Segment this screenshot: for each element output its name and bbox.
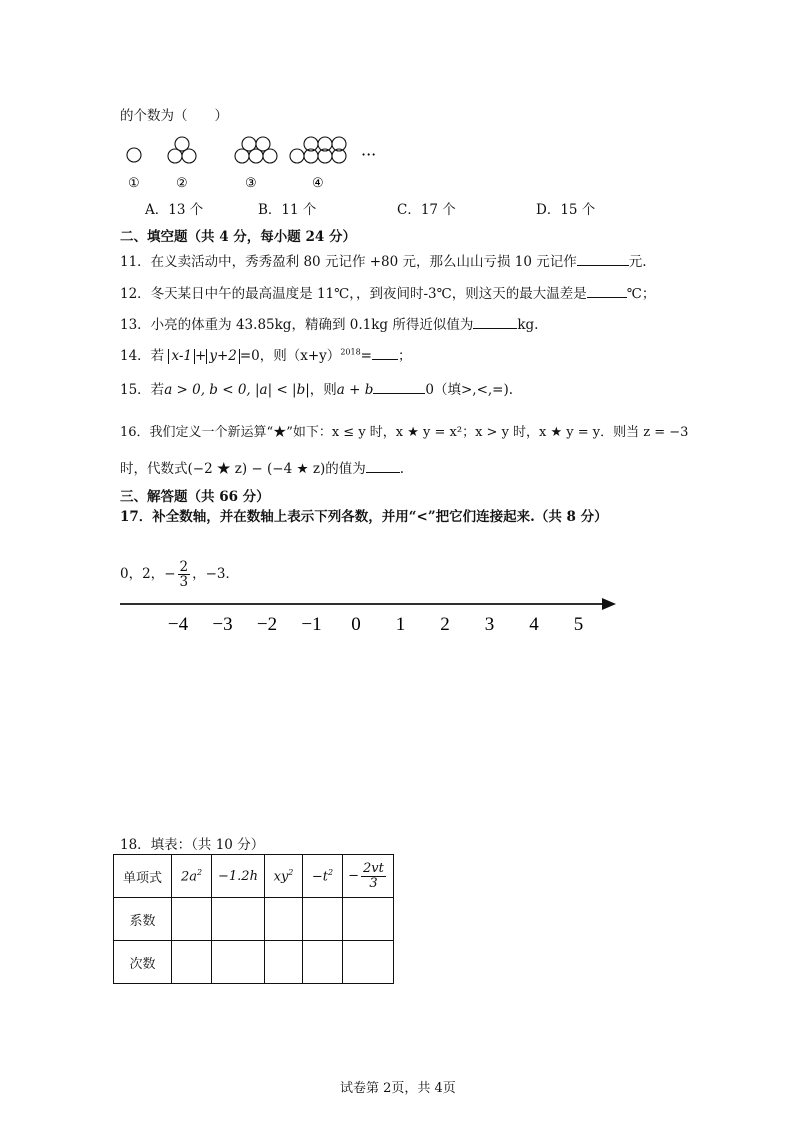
q15-mid: ，则 bbox=[309, 382, 337, 398]
answer-cell[interactable] bbox=[212, 941, 265, 984]
q13-blank[interactable] bbox=[473, 314, 517, 329]
page-footer: 试卷第 2页，共 4页 bbox=[340, 1081, 456, 1096]
q16-blank[interactable] bbox=[366, 458, 400, 473]
number-line bbox=[110, 592, 630, 640]
number-line-arrow bbox=[602, 598, 616, 610]
row-label: 系数 bbox=[114, 898, 172, 941]
q14 bbox=[120, 344, 411, 364]
answer-cell[interactable] bbox=[172, 941, 212, 984]
q17-neg: − bbox=[164, 566, 176, 583]
q18-title: 18．填表：（共 10 分） bbox=[120, 837, 265, 853]
q15-end: 0（填>,<,=). bbox=[425, 382, 514, 398]
q17-frac-num: 2 bbox=[179, 559, 189, 575]
q15 bbox=[120, 378, 513, 398]
header-cell: $2a^2$ bbox=[172, 855, 212, 898]
tick-label: 1 bbox=[395, 614, 406, 635]
q13 bbox=[120, 313, 538, 333]
q14-prefix: 14．若 bbox=[120, 348, 165, 364]
q16-line2 bbox=[120, 457, 404, 477]
header-cell: $-t^2$ bbox=[303, 855, 343, 898]
answer-cell[interactable] bbox=[212, 898, 265, 941]
table-row-header bbox=[114, 855, 394, 898]
q15-blank[interactable] bbox=[373, 379, 425, 394]
answer-cell[interactable] bbox=[265, 898, 303, 941]
answer-cell[interactable] bbox=[172, 898, 212, 941]
tick-label: −2 bbox=[256, 614, 278, 635]
circle-figures bbox=[115, 132, 405, 192]
q14-end: ； bbox=[397, 348, 412, 364]
answer-cell[interactable] bbox=[303, 941, 343, 984]
q13-unit: kg. bbox=[517, 317, 539, 333]
section2-title: 二、填空题（共 4 分，每小题 24 分） bbox=[120, 229, 356, 245]
fig-label-2: ② bbox=[176, 176, 188, 191]
table-row bbox=[114, 898, 394, 941]
answer-cell[interactable] bbox=[303, 898, 343, 941]
tick-label: 2 bbox=[440, 614, 450, 635]
option-d: D．15 个 bbox=[536, 202, 596, 218]
q17-num-a: 0，2， bbox=[120, 566, 165, 583]
tick-label: 4 bbox=[529, 614, 539, 635]
header-cell: 单项式 bbox=[114, 855, 172, 898]
q12-blank[interactable] bbox=[587, 283, 627, 298]
q17-num-b: ，−3． bbox=[192, 566, 239, 583]
q16-line2-end: . bbox=[399, 461, 405, 477]
q10-tail: 的个数为（ ） bbox=[120, 108, 228, 124]
q11 bbox=[120, 250, 647, 270]
tick-label: −4 bbox=[167, 614, 189, 635]
header-cell: −1.2h bbox=[212, 855, 265, 898]
tick-label: 0 bbox=[351, 614, 361, 635]
answer-cell[interactable] bbox=[265, 941, 303, 984]
q15-cond: a > 0, b < 0, |a| < |b| bbox=[164, 382, 310, 398]
q11-unit: 元. bbox=[628, 254, 647, 270]
q14-eq: =0，则（x+y） bbox=[239, 348, 341, 364]
q17-numbers bbox=[120, 560, 239, 589]
q15-expr: a + b bbox=[336, 382, 374, 398]
table-row bbox=[114, 941, 394, 984]
q14-exponent: 2018 bbox=[340, 347, 361, 357]
tick-label: 5 bbox=[573, 614, 584, 635]
tick-label: −3 bbox=[212, 614, 233, 635]
fig-ellipsis: ··· bbox=[361, 145, 377, 164]
q14-abs-y: y+2 bbox=[206, 349, 240, 364]
fig-label-3: ③ bbox=[245, 176, 257, 191]
option-b: B．11 个 bbox=[258, 202, 317, 218]
q12 bbox=[120, 282, 655, 302]
answer-cell[interactable] bbox=[343, 941, 394, 984]
q12-text: 12．冬天某日中午的最高温度是 11℃，，到夜间时-3℃，则这天的最大温差是 bbox=[120, 286, 587, 302]
q15-prefix: 15．若 bbox=[120, 382, 165, 398]
header-cell: − $\frac{2vt}{3}$ bbox=[343, 855, 394, 898]
q13-text: 13．小亮的体重为 43.85kg，精确到 0.1kg 所得近似值为 bbox=[120, 317, 474, 333]
tick-label: −1 bbox=[301, 614, 322, 635]
q14-eqb: = bbox=[360, 348, 372, 364]
section3-title: 三、解答题（共 66 分） bbox=[120, 489, 270, 505]
fig1-circle bbox=[127, 148, 141, 162]
q17-title: 17．补全数轴，并在数轴上表示下列各数，并用“<”把它们连接起来.（共 8 分） bbox=[120, 509, 608, 525]
fig-label-1: ① bbox=[128, 176, 140, 191]
q14-abs-x: x-1 bbox=[168, 349, 195, 364]
fig-label-4: ④ bbox=[312, 176, 324, 191]
q14-plus: + bbox=[195, 348, 207, 364]
q11-blank[interactable] bbox=[577, 251, 629, 266]
q17-fraction bbox=[178, 560, 191, 589]
q12-unit: ℃； bbox=[626, 286, 656, 302]
q14-blank[interactable] bbox=[372, 345, 398, 360]
q11-text: 11．在义卖活动中，秀秀盈利 80 元记作 +80 元，那么山山亏损 10 元记作 bbox=[120, 254, 577, 270]
option-c: C．17 个 bbox=[397, 202, 456, 218]
q16-line2-text: 时，代数式(−2 ★ z) − (−4 ★ z)的值为 bbox=[120, 461, 366, 477]
header-cell: $xy^2$ bbox=[265, 855, 303, 898]
tick-label: 3 bbox=[484, 614, 495, 635]
option-a: A．13 个 bbox=[145, 202, 204, 218]
q18-table bbox=[113, 854, 394, 984]
q16-line1: 16．我们定义一个新运算“★”如下：x ≤ y 时，x ★ y = x²；x > y 时，x ★ y = y．则当 z = −3 bbox=[120, 425, 689, 440]
answer-cell[interactable] bbox=[343, 898, 394, 941]
row-label: 次数 bbox=[114, 941, 172, 984]
q17-frac-den: 3 bbox=[179, 574, 189, 591]
